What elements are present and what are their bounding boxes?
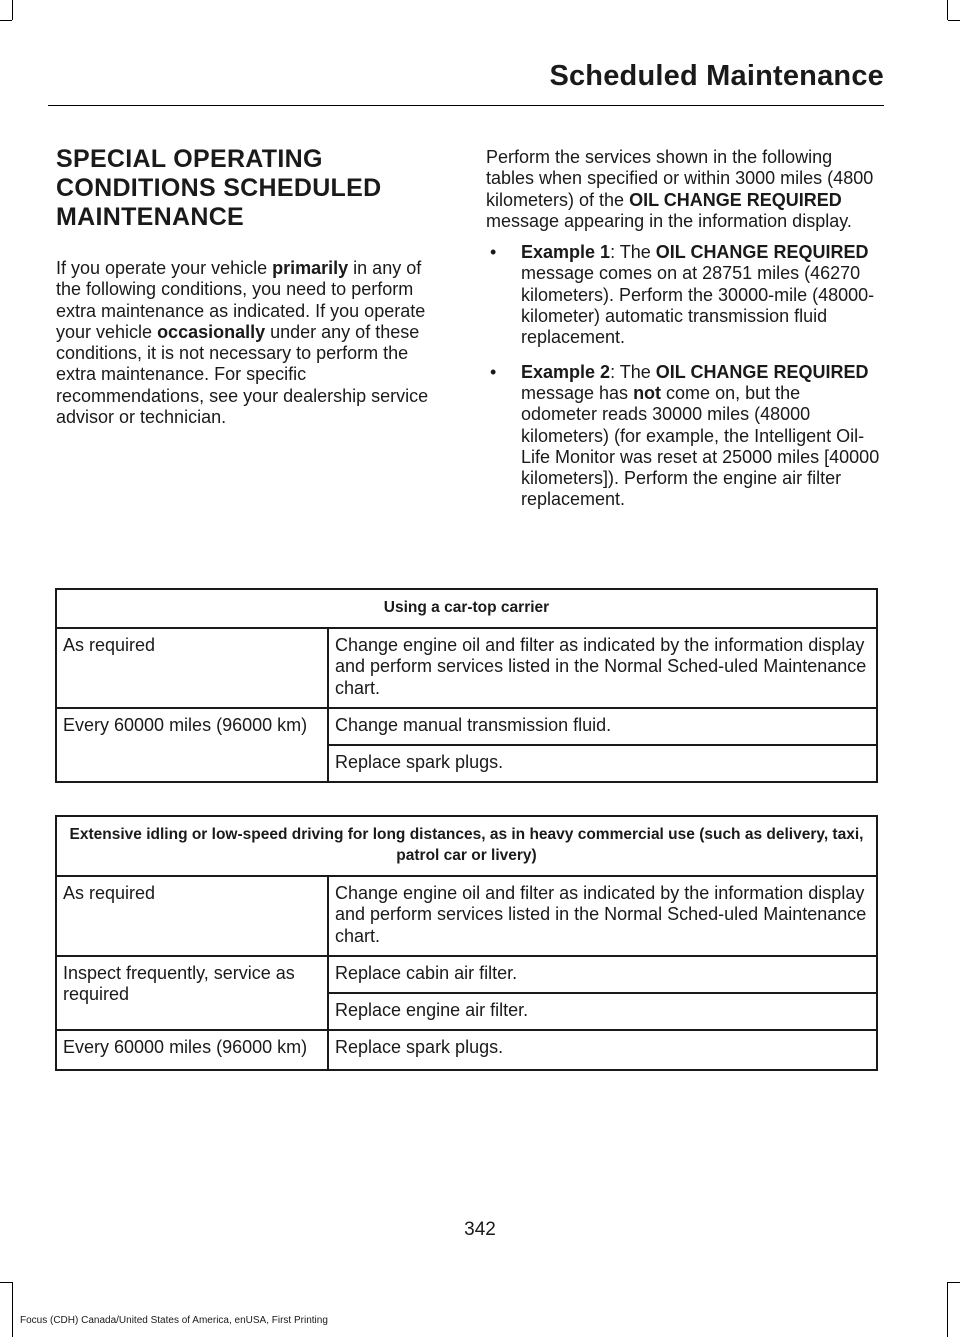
crop-mark xyxy=(0,20,12,21)
intro-text: under any of these conditions, it is not necessary to perform the extra maintenance. For specific recommendations, see your dealership service advisor or technician. xyxy=(56,321,429,428)
bullet-icon: • xyxy=(490,361,497,382)
car-top-carrier-table xyxy=(55,588,878,783)
table-cell-interval: Every 60000 miles (96000 km) xyxy=(56,708,328,783)
oil-change-required-message: OIL CHANGE REQUIRED xyxy=(655,361,869,382)
table-cell-interval: As required xyxy=(56,628,328,708)
bullet-icon: • xyxy=(490,242,497,263)
table-row xyxy=(56,628,877,708)
extensive-idling-table xyxy=(55,815,878,1071)
table-cell-interval: Inspect frequently, service as required xyxy=(56,956,328,1031)
crop-mark xyxy=(0,1282,12,1283)
example-list xyxy=(486,242,881,511)
crop-mark xyxy=(947,1282,948,1337)
table-row xyxy=(56,708,877,745)
example-text: message comes on at 28751 miles (46270 kilometers). Perform the 30000-mile (48000-kilometer) automatic transmission fluid replacement. xyxy=(521,263,875,348)
crop-mark xyxy=(12,0,13,20)
table-row xyxy=(56,956,877,993)
table-cell-service: Change engine oil and filter as indicated by the information display and perform services listed in the Normal Sched-uled Maintenance chart. xyxy=(328,876,877,956)
oil-change-required-message: OIL CHANGE REQUIRED xyxy=(655,242,869,263)
services-paragraph xyxy=(486,147,881,232)
table-cell-interval: Every 60000 miles (96000 km) xyxy=(56,1030,328,1069)
table-cell-service: Replace cabin air filter. xyxy=(328,956,877,993)
intro-text: in any of the following conditions, you need to perform extra maintenance as indicated. If you operate your vehicle xyxy=(56,258,426,342)
table-title: Extensive idling or low-speed driving for long distances, as in heavy commercial use (such as delivery, taxi, patrol car or livery) xyxy=(56,816,877,876)
table-header-row xyxy=(56,589,877,628)
section-title-line: SPECIAL OPERATING xyxy=(56,145,323,173)
table-row xyxy=(56,876,877,956)
crop-mark xyxy=(948,1282,960,1283)
table-cell-service: Replace spark plugs. xyxy=(328,745,877,782)
example-emphasis-not: not xyxy=(633,382,662,403)
crop-mark xyxy=(948,20,960,21)
crop-mark xyxy=(947,0,948,20)
services-text: message appearing in the information display. xyxy=(486,210,852,231)
print-footer: Focus (CDH) Canada/United States of America, enUSA, First Printing xyxy=(20,1315,328,1326)
table-header-row xyxy=(56,816,877,876)
list-item xyxy=(486,362,881,511)
example-label: Example 1 xyxy=(521,242,611,263)
table-cell-service: Change engine oil and filter as indicated by the information display and perform services listed in the Normal Sched-uled Maintenance chart. xyxy=(328,628,877,708)
services-text: Perform the services shown in the following tables when specified or within 3000 miles (4800 kilometers) of the xyxy=(486,147,874,210)
intro-emphasis-primarily: primarily xyxy=(272,258,349,278)
page-number: 342 xyxy=(464,1219,496,1240)
intro-text: If you operate your vehicle xyxy=(56,258,273,278)
list-item xyxy=(486,242,881,348)
crop-mark xyxy=(12,1282,13,1337)
example-label: Example 2 xyxy=(521,361,611,382)
example-text: message has xyxy=(521,382,634,403)
section-title-line: CONDITIONS SCHEDULED xyxy=(56,174,382,202)
intro-emphasis-occasionally: occasionally xyxy=(157,321,266,342)
right-column xyxy=(486,147,881,524)
section-title xyxy=(56,145,451,232)
table-cell-interval: As required xyxy=(56,876,328,956)
example-text: : The xyxy=(610,242,656,263)
table-cell-service: Replace engine air filter. xyxy=(328,993,877,1030)
table-row xyxy=(56,1030,877,1069)
page-header-title: Scheduled Maintenance xyxy=(549,60,884,92)
left-column xyxy=(56,145,451,428)
section-title-line: MAINTENANCE xyxy=(56,203,245,231)
oil-change-required-message: OIL CHANGE REQUIRED xyxy=(629,189,842,210)
header-divider xyxy=(48,105,884,106)
example-text: come on, but the odometer reads 30000 miles (48000 kilometers) (for example, the Intelligent Oil-Life Monitor was reset at 25000 miles [40000 kilometers]). Perform the engine air filter replacement. xyxy=(521,382,880,510)
example-text: : The xyxy=(610,361,656,382)
table-cell-service: Replace spark plugs. xyxy=(328,1030,877,1069)
table-cell-service: Change manual transmission fluid. xyxy=(328,708,877,745)
table-title: Using a car-top carrier xyxy=(56,589,877,628)
intro-paragraph xyxy=(56,258,451,428)
